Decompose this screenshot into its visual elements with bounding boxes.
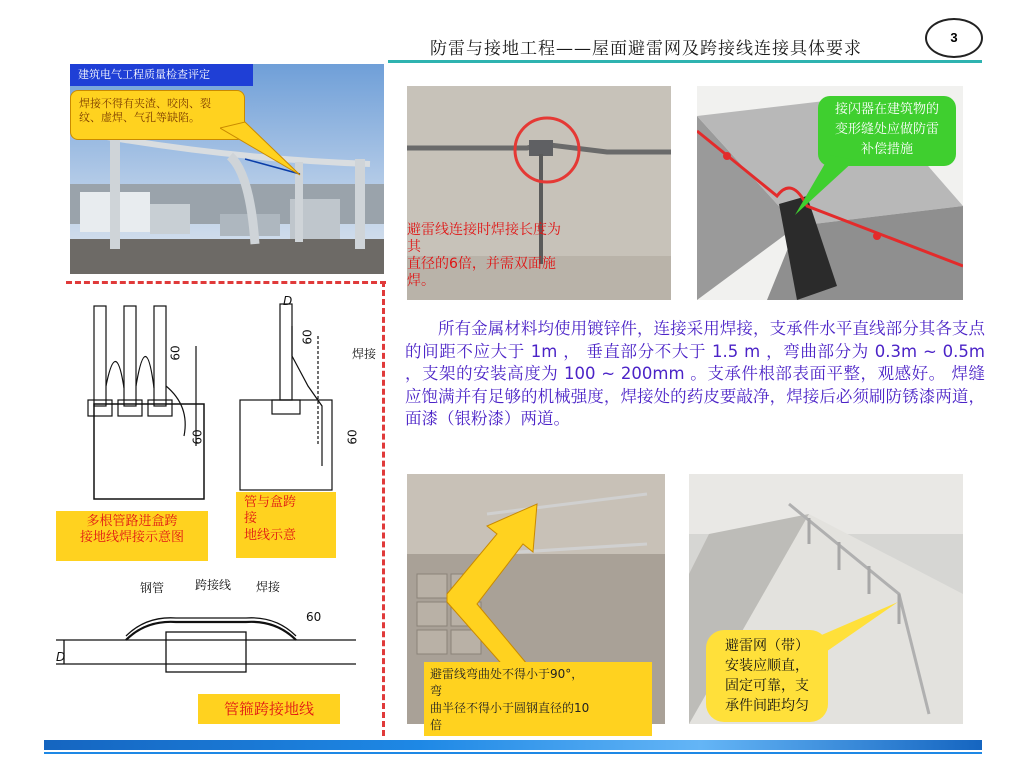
multi-pipe-caption-text: 多根管路进盒跨 接地线焊接示意图	[79, 514, 184, 546]
pipe-box-caption-text: 管与盒跨 接 地线示意	[244, 495, 297, 543]
pipe-box-drawing	[232, 296, 342, 501]
weld-length-caption-text: 避雷线连接时焊接长度为 其 直径的6倍，并需双面施 焊。	[407, 222, 561, 289]
green-callout-pointer	[790, 150, 860, 220]
weld-defect-callout	[70, 90, 245, 140]
dashed-divider-horizontal	[66, 281, 386, 284]
lightning-strip-callout-text: 避雷网（带） 安装应顺直， 固定可靠，支 承件间距均匀	[725, 638, 809, 714]
page-title: 防雷与接地工程——屋面避雷网及跨接线连接具体要求	[430, 39, 862, 59]
clamp-steel-pipe-label: 钢管	[140, 581, 165, 595]
pipe-clamp-caption	[198, 694, 340, 724]
requirements-paragraph: 所有金属材料均使用镀锌件，连接采用焊接，支承件水平直线部分其各支点的间距不应大于 1m ， 垂直部分不大于 1.5 m ，弯曲部分为 0.3m ~ 0.5m ，支架的安装高度为 100 ~ 200mm 。支承件根部表面平整，观感好。 焊缝应饱满并有足够的机械强度，焊接处的药皮要敲净，焊接后必须刷防锈漆两道，面漆（银粉漆）两道。	[405, 319, 985, 428]
pipe-clamp-caption-text: 管箍跨接地线	[223, 700, 314, 718]
bend-radius-caption	[424, 662, 652, 736]
weld-length-caption	[407, 222, 647, 290]
multi-pipe-caption	[56, 511, 208, 561]
lightning-callout-pointer	[810, 600, 900, 660]
page-number-badge: 3	[925, 18, 983, 58]
footer-line	[44, 752, 982, 754]
pipe-box-dim-D: D	[283, 294, 293, 308]
multi-pipe-dim-60a: 60	[168, 345, 183, 361]
weld-defect-callout-text: 焊接不得有夹渣、咬肉、裂 纹、虚焊、气孔等缺陷。	[79, 97, 211, 124]
bend-radius-caption-text: 避雷线弯曲处不得小于90°， 弯 曲半径不得小于圆钢直径的10 倍	[430, 667, 590, 732]
multi-pipe-dim-60b: 60	[190, 429, 205, 445]
callout-pointer	[220, 120, 310, 180]
expansion-joint-callout-text: 接闪器在建筑物的 变形缝处应做防雷 补偿措施	[834, 102, 939, 157]
clamp-weld-label: 焊接	[256, 580, 281, 594]
footer-bar	[44, 740, 982, 750]
pipe-clamp-drawing	[56, 580, 356, 690]
clamp-dim-60: 60	[306, 610, 322, 624]
title-underline	[388, 60, 982, 63]
dashed-divider-vertical	[382, 281, 385, 736]
multi-pipe-drawing	[80, 296, 220, 501]
clamp-jumper-label: 跨接线	[195, 578, 232, 592]
source-label: 建筑电气工程质量检查评定	[70, 64, 253, 86]
pipe-box-caption	[236, 492, 336, 558]
pipe-box-weld-label: 焊接	[352, 347, 377, 361]
pipe-box-dim-60a: 60	[300, 329, 315, 345]
pipe-box-dim-60b: 60	[345, 429, 360, 445]
clamp-dim-D: D	[56, 650, 66, 664]
